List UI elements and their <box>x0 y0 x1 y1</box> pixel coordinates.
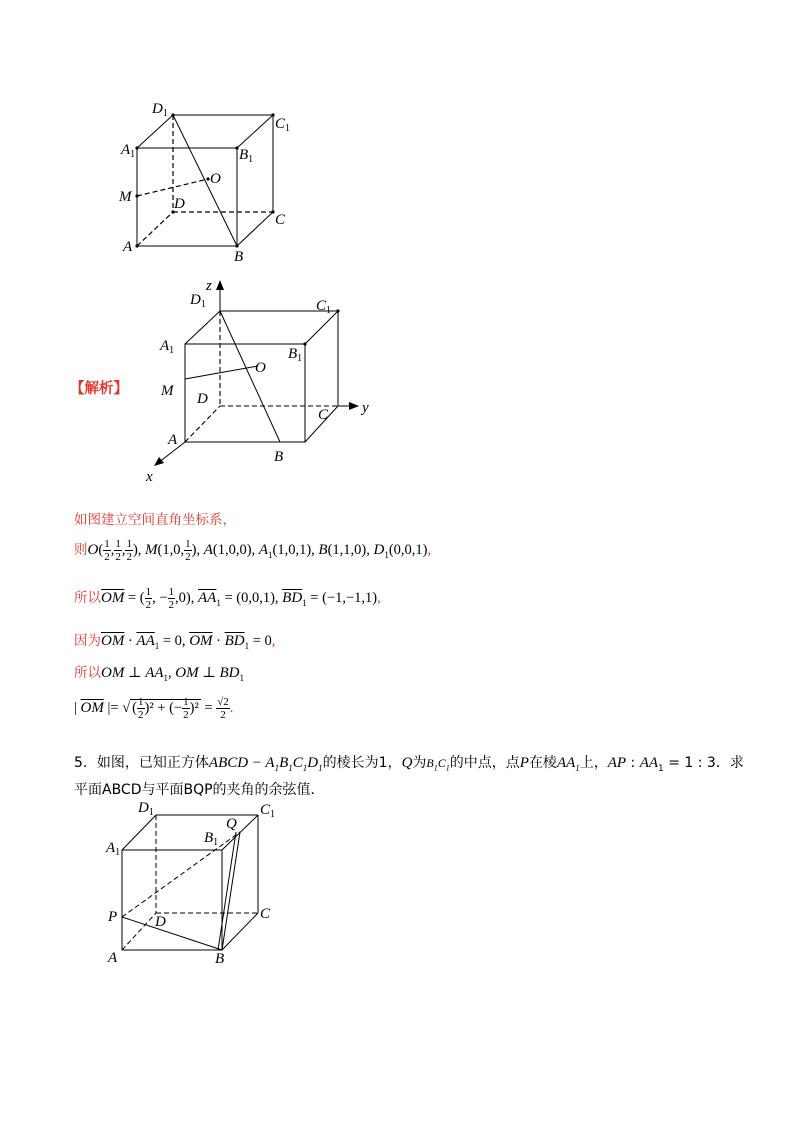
label-b: B <box>215 951 225 967</box>
label-c: C <box>260 906 271 922</box>
label-c1: $C_1$ <box>260 802 276 820</box>
cube-figure-1 <box>110 95 310 270</box>
label-a1: $A_1$ <box>160 338 175 356</box>
label-a: A <box>168 432 178 448</box>
label-c1: $C_1$ <box>316 298 332 316</box>
analysis-label: 【解析】 <box>70 381 128 397</box>
label-a: A <box>108 950 118 966</box>
label-a1: $A_1$ <box>106 840 121 858</box>
label-b: B <box>234 249 244 265</box>
problem5-line-1: 5．如图，已知正方体ABCD − $A_1B_1C_1D_1$的棱长为1，Q为$B_1C_1$的中点，点P在棱$AA_1$上，AP : $AA_1 = 1$ : 3．求 <box>74 755 744 774</box>
solution-line-3: 所以$\overline{OM}$ = ( $\frac{1}{2}$ , − $\frac{1}{2}$ ,0), $\overline{AA}_1 = (0,0,1)$, $\overline{BD}_1 = (-1,-1,1)$, <box>74 586 381 612</box>
label-c: C <box>318 407 329 423</box>
label-a1: $A_1$ <box>121 142 136 160</box>
problem5-line-2: 平面ABCD与平面BQP的夹角的余弦值． <box>74 782 325 798</box>
label-d1: $D_1$ <box>190 292 206 310</box>
label-o: O <box>255 360 266 376</box>
solution-line-1: 如图建立空间直角坐标系， <box>74 512 236 528</box>
solution-line-2: 则O( $\frac{1}{2}$ , $\frac{1}{2}$ , $\frac{1}{2}$ ), M(1,0, $\frac{1}{2}$ ), A(1,0,0), $A_1(1,0,1)$, B(1,1,0), $D_1(0,0,1)$, <box>74 538 432 564</box>
label-d: D <box>155 914 166 930</box>
axis-z-label: z <box>206 278 212 294</box>
label-m: M <box>161 383 174 399</box>
solution-line-4: 因为$\overline{OM} \cdot \overline{AA}_1 = 0$, $\overline{OM} \cdot \overline{BD}_1 = 0$, <box>74 633 276 651</box>
label-a: A <box>123 239 133 255</box>
label-p: P <box>108 909 118 925</box>
solution-line-6: | $\overline{OM}$ |= √ ( $\frac{1}{2}$ )² + (− $\frac{1}{2}$ )² = $\frac{√2}{2}$ . <box>74 696 234 721</box>
label-b1: $B_1$ <box>204 830 219 848</box>
label-c: C <box>275 212 286 228</box>
label-m: M <box>119 189 132 205</box>
label-o: O <box>210 171 221 187</box>
cube-figure-2 <box>140 278 380 488</box>
label-d: D <box>174 196 185 212</box>
solution-line-5: 所以OM ⊥ $AA_1$, OM ⊥ $BD_1$ <box>74 665 245 683</box>
label-b1: $B_1$ <box>239 147 254 165</box>
label-b: B <box>274 449 284 465</box>
label-c1: $C_1$ <box>275 116 291 134</box>
label-b1: $B_1$ <box>288 346 303 364</box>
label-d: D <box>197 391 208 407</box>
cube-figure-3 <box>100 800 290 970</box>
label-q: Q <box>226 816 237 832</box>
axis-x-label: x <box>146 469 153 485</box>
label-d1: $D_1$ <box>138 800 154 818</box>
label-d1: $D_1$ <box>152 101 168 119</box>
axis-y-label: y <box>362 400 369 416</box>
